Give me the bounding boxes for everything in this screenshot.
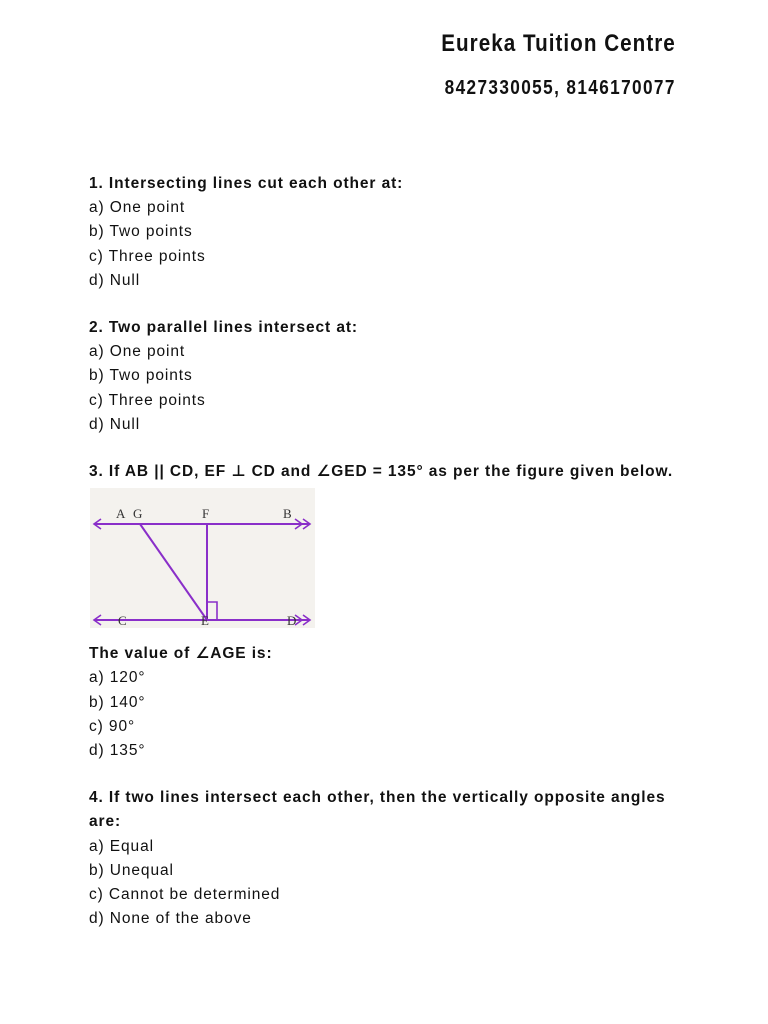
question-3-option-c: c) 90° [89,717,136,735]
question-2-option-c: c) Three points [89,391,206,409]
label-b: B [283,506,292,522]
question-1-option-c: c) Three points [89,247,206,265]
question-4-option-b: b) Unequal [89,861,174,879]
question-3-option-d: d) 135° [89,742,146,760]
question-1-option-b: b) Two points [89,223,193,241]
label-g: G [133,506,143,522]
line-ge [140,524,207,620]
question-2-text: 2. Two parallel lines intersect at: [89,319,358,337]
question-4 [89,786,689,931]
figure-svg [90,488,315,628]
contact-phone-numbers: 8427330055, 8146170077 [444,77,676,99]
header [403,28,676,102]
label-d: D [287,613,297,629]
label-e: E [201,613,209,629]
question-2-option-b: b) Two points [89,367,193,385]
tuition-centre-title: Eureka Tuition Centre [441,30,676,57]
question-sheet [89,172,689,931]
label-a: A [116,506,126,522]
question-4-option-d: d) None of the above [89,910,252,928]
question-2-option-d: d) Null [89,415,141,433]
question-2 [89,316,689,437]
question-4-option-a: a) Equal [89,837,154,855]
question-1-option-a: a) One point [89,199,186,217]
question-3-option-b: b) 140° [89,693,146,711]
spacer [89,763,689,786]
question-4-option-c: c) Cannot be determined [89,886,281,904]
question-1-text: 1. Intersecting lines cut each other at: [89,175,404,192]
question-3-followup: The value of ∠AGE is: [89,645,273,663]
question-3-text: 3. If AB || CD, EF ⊥ CD and ∠GED = 135° as per the figure given below. [89,463,674,481]
question-1 [89,172,689,293]
parallel-lines-figure [90,488,315,628]
label-c: C [118,613,127,629]
spacer [89,437,689,460]
question-3-option-a: a) 120° [89,669,146,687]
question-4-text-line-2: are: [89,813,122,831]
question-2-option-a: a) One point [89,343,186,361]
question-3 [89,460,689,763]
spacer [89,293,689,316]
question-1-option-d: d) Null [89,271,141,289]
label-f: F [202,506,210,522]
question-4-text-line-1: 4. If two lines intersect each other, then the vertically opposite angles [89,789,666,807]
